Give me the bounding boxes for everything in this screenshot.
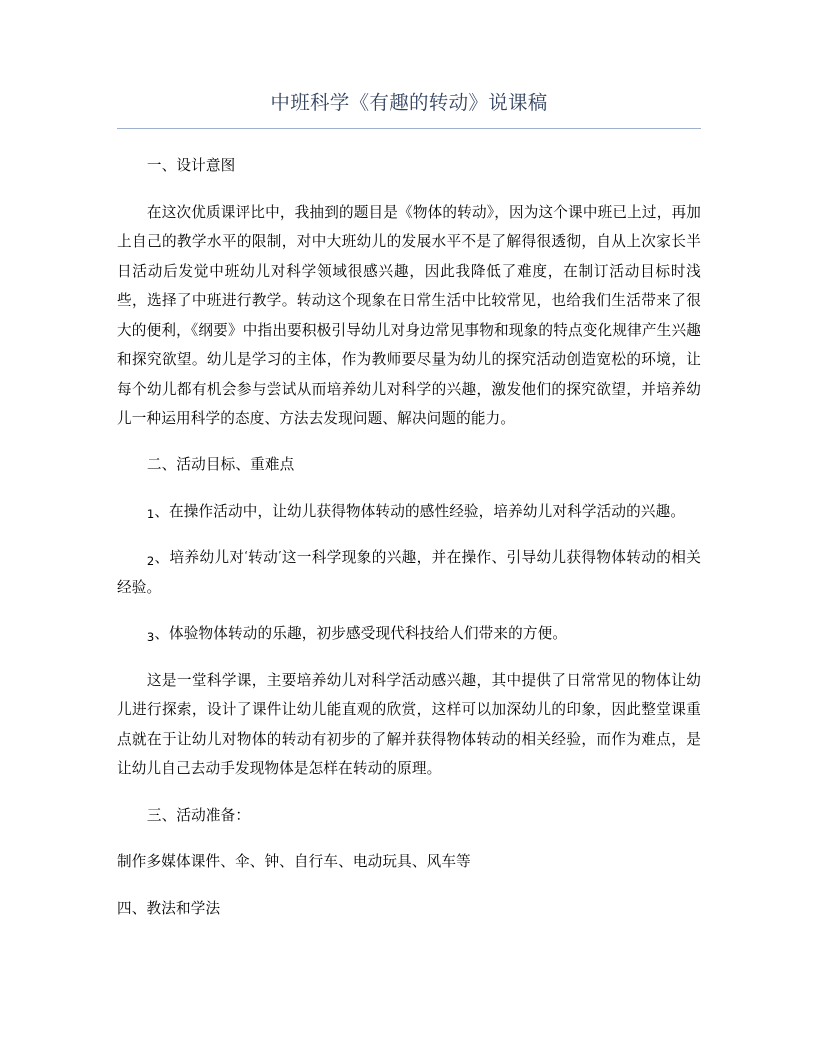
section-heading-2: 二、活动目标、重难点	[146, 456, 295, 474]
section-heading-3: 三、活动准备：	[146, 806, 251, 824]
section-heading-4: 四、教法和学法	[117, 899, 221, 917]
document-content	[117, 88, 701, 940]
section-heading-1: 一、设计意图	[146, 157, 236, 175]
objective-item-3	[117, 619, 701, 648]
section-body-3: 制作多媒体课件、伞、钟、自行车、电动玩具、风车等	[117, 853, 471, 871]
objective-item-3-number: 3	[146, 629, 155, 644]
page-title: 中班科学《有趣的转动》说课稿	[270, 91, 548, 114]
objective-item-2-suffix: 这一科学现象的兴趣，并在操作、引导幼儿获得物体转动的相关经验。	[117, 549, 702, 596]
objective-item-2-number: 2	[146, 553, 155, 568]
section-body-1: 在这次优质课评比中，我抽到的题目是《物体的转动》，因为这个课中班已上过，再加上自己的教学水平的限制，对中大班幼儿的发展水平不是了解得很透彻，自从上次家长半日活动后发觉中班幼儿对科学领域很感兴趣，因此我降低了难度，在制订活动目标时浅些，选择了中班进行教学。转动这个现象在日常生活中比较常见，也给我们生活带来了很大的便利，《纲要》中指出要积极引导幼儿对身边常见事物和现象的特点变化规律产生兴趣和探究欲望。幼儿是学习的主体，作为教师要尽量为幼儿的探究活动创造宽松的环境，让每个幼儿都有机会参与尝试从而培养幼儿对科学的兴趣，激发他们的探究欲望，并培养幼儿一种运用科学的态度、方法去发现问题、解决问题的能力。	[117, 203, 701, 427]
objective-item-2-prefix: 、培养幼儿对	[154, 549, 245, 567]
title-divider	[117, 128, 701, 129]
quote-open-mark: ‘	[244, 549, 248, 563]
objective-item-1	[117, 497, 701, 526]
objective-item-1-text: 、在操作活动中，让幼儿获得物体转动的感性经验，培养幼儿对科学活动的兴趣。	[154, 502, 686, 520]
quote-close-mark: ’	[278, 549, 282, 563]
objective-item-3-text: 、体验物体转动的乐趣，初步感受现代科技给人们带来的方便。	[154, 625, 568, 643]
objective-item-1-number: 1	[146, 507, 155, 522]
objective-item-2-quoted-term: 转动	[247, 549, 279, 567]
section-body-2-summary: 这是一堂科学课，主要培养幼儿对科学活动感兴趣，其中提供了日常常见的物体让幼儿进行探索，设计了课件让幼儿能直观的欣赏，这样可以加深幼儿的印象，因此整堂课重点就在于让幼儿对物体的转动有初步的了解并获得物体转动的相关经验，而作为难点，是让幼儿自己去动手发现物体是怎样在转动的原理。	[117, 671, 701, 778]
objective-item-2	[117, 543, 701, 602]
